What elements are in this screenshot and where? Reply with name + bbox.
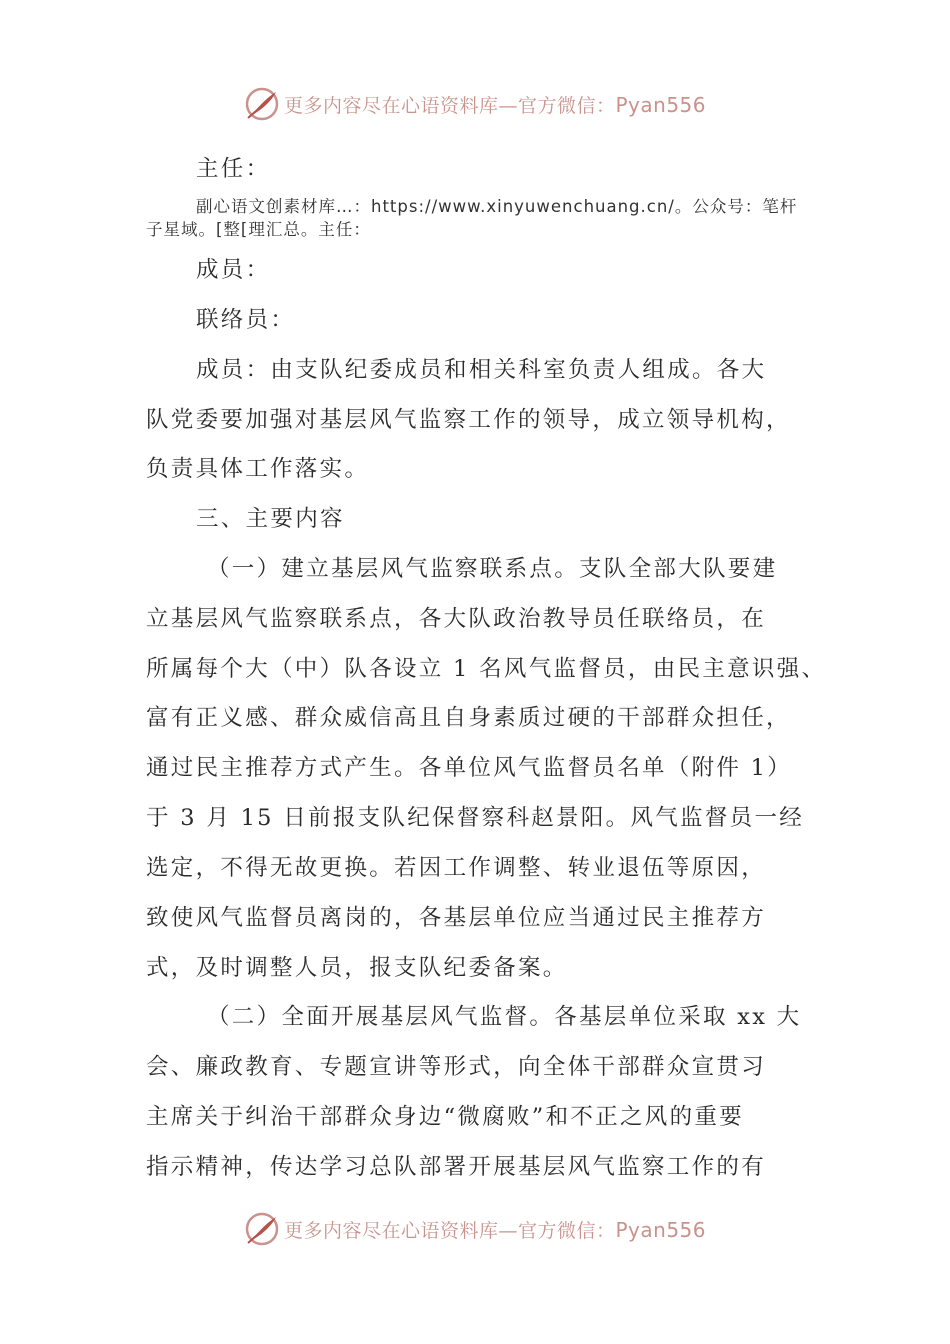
doc-line: 指示精神，传达学习总队部署开展基层风气监察工作的有 (146, 1154, 767, 1180)
doc-line-small: 副心语文创素材库…：https://www.xinyuwenchuang.cn/。公众号：笔杆 (196, 197, 798, 216)
quill-logo-icon (244, 86, 280, 122)
doc-line: 致使风气监督员离岗的，各基层单位应当通过民主推荐方 (146, 905, 767, 931)
doc-line: （一）建立基层风气监察联系点。支队全部大队要建 (207, 556, 778, 582)
banner-text: 更多内容尽在心语资料库—官方微信：Pyan556 (283, 92, 707, 117)
doc-line: 选定，不得无故更换。若因工作调整、转业退伍等原因， (146, 855, 767, 881)
banner-text: 更多内容尽在心语资料库—官方微信：Pyan556 (283, 1217, 707, 1242)
doc-line: 负责具体工作落实。 (146, 456, 370, 482)
doc-line: 成员： (196, 257, 271, 283)
quill-logo-icon (244, 1211, 280, 1247)
wechat-id: Pyan556 (615, 92, 707, 117)
doc-line: 成员：由支队纪委成员和相关科室负责人组成。各大 (196, 357, 767, 383)
footer-watermark-banner (0, 1207, 950, 1251)
doc-line-small: 子星域。[整[理汇总。主任： (146, 220, 371, 239)
wechat-id: Pyan556 (615, 1217, 707, 1242)
header-watermark-banner (0, 82, 950, 126)
doc-line: 式，及时调整人员，报支队纪委备案。 (146, 955, 568, 981)
doc-line: 队党委要加强对基层风气监察工作的领导，成立领导机构， (146, 407, 791, 433)
doc-line: 主席关于纠治干部群众身边“微腐败”和不正之风的重要 (146, 1104, 745, 1130)
doc-line: 会、廉政教育、专题宣讲等形式，向全体干部群众宣贯习 (146, 1054, 767, 1080)
doc-line: 所属每个大（中）队各设立 1 名风气监督员，由民主意识强、 (146, 656, 827, 682)
doc-line: 主任： (196, 156, 271, 182)
section-heading: 三、主要内容 (196, 506, 345, 532)
doc-line: 通过民主推荐方式产生。各单位风气监督员名单（附件 1） (146, 755, 793, 781)
doc-line: 于 3 月 15 日前报支队纪保督察科赵景阳。风气监督员一经 (146, 805, 805, 831)
doc-line: 富有正义感、群众威信高且自身素质过硬的干部群众担任， (146, 705, 791, 731)
doc-line: （二）全面开展基层风气监督。各基层单位采取 xx 大 (207, 1004, 802, 1030)
doc-line: 联络员： (196, 307, 296, 333)
doc-line: 立基层风气监察联系点，各大队政治教导员任联络员，在 (146, 606, 767, 632)
